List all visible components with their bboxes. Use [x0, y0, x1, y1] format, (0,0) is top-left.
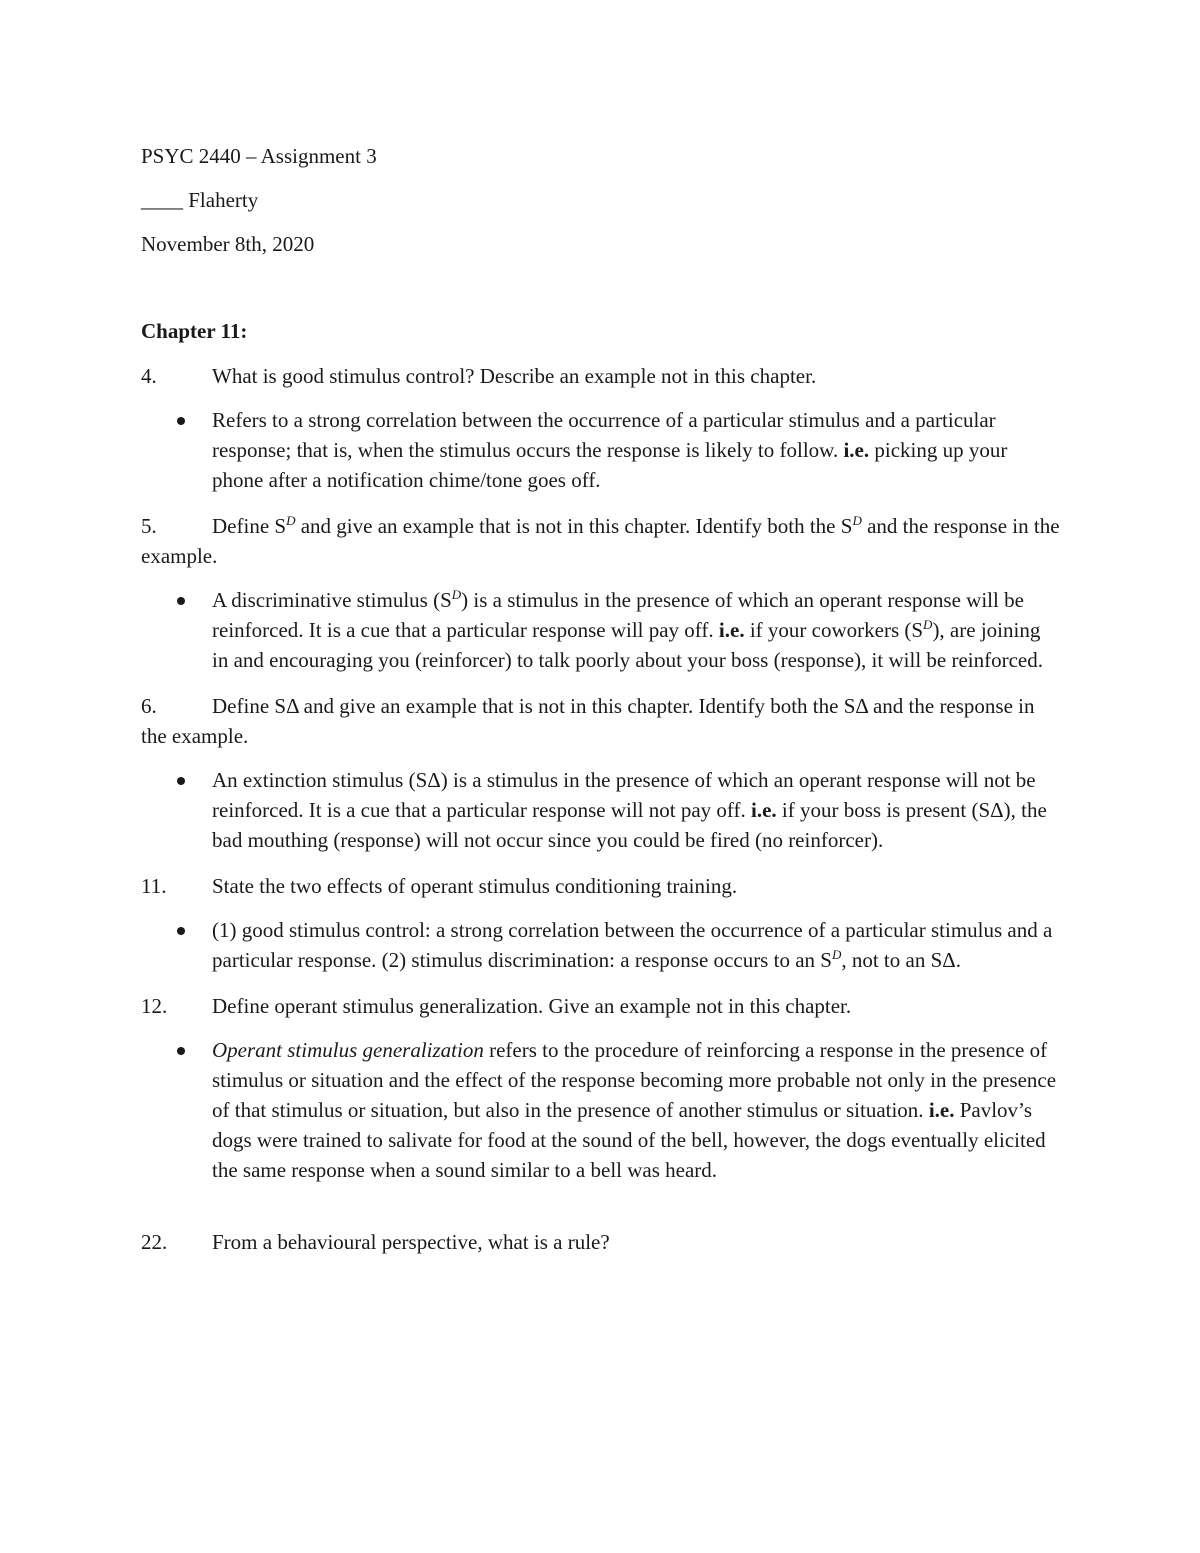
answer-6 [141, 765, 1060, 855]
question-text-a: Define S [212, 514, 287, 538]
question-5 [141, 511, 1060, 571]
question-text: Define SΔ and give an example that is not in this chapter. Identify both the SΔ and the response in the example. [141, 694, 1035, 748]
question-text-c: and the response in the example. [141, 514, 1060, 568]
answer-text-d: ), are joining in and encouraging you (reinforcer) to talk poorly about your boss (response), it will be reinforced. [212, 618, 1043, 672]
answer-11 [141, 915, 1060, 975]
question-11 [141, 871, 1060, 901]
answer-text-b: , not to an SΔ. [841, 948, 962, 972]
superscript-d: D [923, 617, 933, 632]
answer-4 [141, 405, 1060, 495]
question-6 [141, 691, 1060, 751]
question-4 [141, 361, 1060, 391]
answer-example: picking up your phone after a notification chime/tone goes off. [212, 438, 1008, 492]
question-text: State the two effects of operant stimulus conditioning training. [212, 874, 738, 898]
bullet-icon [177, 417, 185, 425]
chapter-heading: Chapter 11: [141, 319, 248, 343]
question-12 [141, 991, 1060, 1021]
answer-text: An extinction stimulus (SΔ) is a stimulus in the presence of which an operant response will not be reinforced. It is a cue that a particular response will not pay off. [212, 768, 1036, 822]
question-text: From a behavioural perspective, what is a rule? [212, 1230, 610, 1254]
question-number: 12. [141, 994, 168, 1018]
answer-term: Operant stimulus generalization [212, 1038, 484, 1062]
answer-example: if your boss is present (SΔ), the bad mouthing (response) will not occur since you could be fired (no reinforcer). [212, 798, 1047, 852]
question-22 [141, 1227, 1060, 1257]
student-name: ____ Flaherty [141, 188, 259, 212]
superscript-d: D [831, 947, 842, 962]
bullet-icon [177, 597, 185, 605]
course-title: PSYC 2440 – Assignment 3 [141, 144, 377, 168]
ie-label: i.e. [928, 1098, 955, 1122]
question-number: 5. [141, 514, 157, 538]
bullet-icon [177, 777, 185, 785]
question-number: 22. [141, 1230, 168, 1254]
bullet-icon [177, 927, 185, 935]
answer-5 [141, 585, 1060, 675]
question-text: Define operant stimulus generalization. Give an example not in this chapter. [212, 994, 852, 1018]
superscript-d: D [451, 587, 462, 602]
answer-text: refers to the procedure of reinforcing a response in the presence of stimulus or situation and the effect of the response becoming more probable not only in the presence of that stimulus or situation, but also in the presence of another stimulus or situation. [212, 1038, 1057, 1122]
ie-label: i.e. [718, 618, 745, 642]
answer-text: Refers to a strong correlation between the occurrence of a particular stimulus and a particular response; that is, when the stimulus occurs the response is likely to follow. [212, 408, 996, 462]
answer-12 [141, 1035, 1060, 1185]
answer-example: Pavlov’s dogs were trained to salivate for food at the sound of the bell, however, the dogs eventually elicited the same response when a sound similar to a bell was heard. [212, 1098, 1046, 1182]
question-number: 11. [141, 874, 167, 898]
bullet-icon [177, 1047, 185, 1055]
question-number: 4. [141, 364, 157, 388]
question-text-b: and give an example that is not in this chapter. Identify both the S [300, 514, 853, 538]
submission-date: November 8th, 2020 [141, 232, 315, 256]
answer-text-b: ) is a stimulus in the presence of which an operant response will be reinforced. It is a cue that a particular response will pay off. [212, 588, 1024, 642]
ie-label: i.e. [843, 438, 870, 462]
question-number: 6. [141, 694, 157, 718]
answer-text-a: A discriminative stimulus (S [212, 588, 452, 612]
superscript-d: D [852, 513, 862, 528]
ie-label: i.e. [751, 798, 777, 822]
answer-text-a: (1) good stimulus control: a strong correlation between the occurrence of a particular stimulus and a particular response. (2) stimulus discrimination: a response occurs to an S [212, 918, 1053, 972]
answer-text-c: if your coworkers (S [749, 618, 924, 642]
superscript-d: D [286, 513, 296, 528]
question-text: What is good stimulus control? Describe an example not in this chapter. [212, 364, 817, 388]
